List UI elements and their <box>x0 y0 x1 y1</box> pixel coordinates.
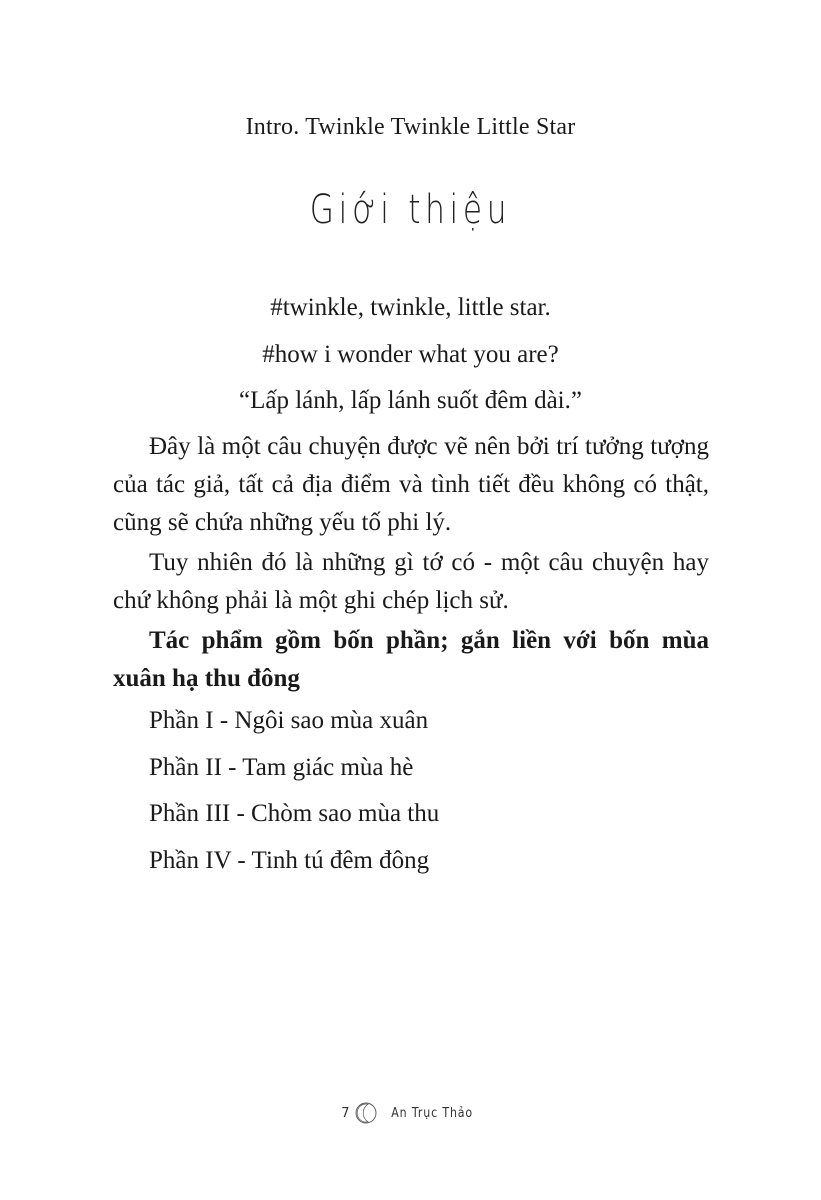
page-number: 7 <box>341 1105 350 1121</box>
body-paragraph-3-bold: Tác phẩm gồm bốn phần; gắn liền với bốn mùa xuân hạ thu đông <box>113 627 709 692</box>
part-list-item: Phần III - Chòm sao mùa thu <box>149 800 440 827</box>
crescent-moon-icon <box>354 1101 378 1125</box>
chapter-title: Giới thiệu <box>309 187 512 233</box>
epigraph-line-2: #how i wonder what you are? <box>262 341 559 368</box>
epigraph-line-3: “Lấp lánh, lấp lánh suốt đêm dài.” <box>239 387 582 414</box>
body-paragraph-1: Đây là một câu chuyện được vẽ nên bởi trí tưởng tượng của tác giả, tất cả địa điểm và tình tiết đều không có thật, cũng sẽ chứa những yếu tố phi lý. <box>113 433 709 536</box>
part-list-item: Phần I - Ngôi sao mùa xuân <box>149 707 429 734</box>
part-list-item: Phần IV - Tinh tú đêm đông <box>149 847 430 874</box>
running-head: Intro. Twinkle Twinkle Little Star <box>245 114 576 140</box>
body-paragraph-2: Tuy nhiên đó là những gì tớ có - một câu chuyện hay chứ không phải là một ghi chép lịch sử. <box>113 549 709 614</box>
epigraph-line-1: #twinkle, twinkle, little star. <box>270 294 551 321</box>
page-footer <box>0 1098 821 1128</box>
part-list-item: Phần II - Tam giác mùa hè <box>149 754 414 781</box>
author-name: An Trục Thảo <box>390 1105 473 1121</box>
